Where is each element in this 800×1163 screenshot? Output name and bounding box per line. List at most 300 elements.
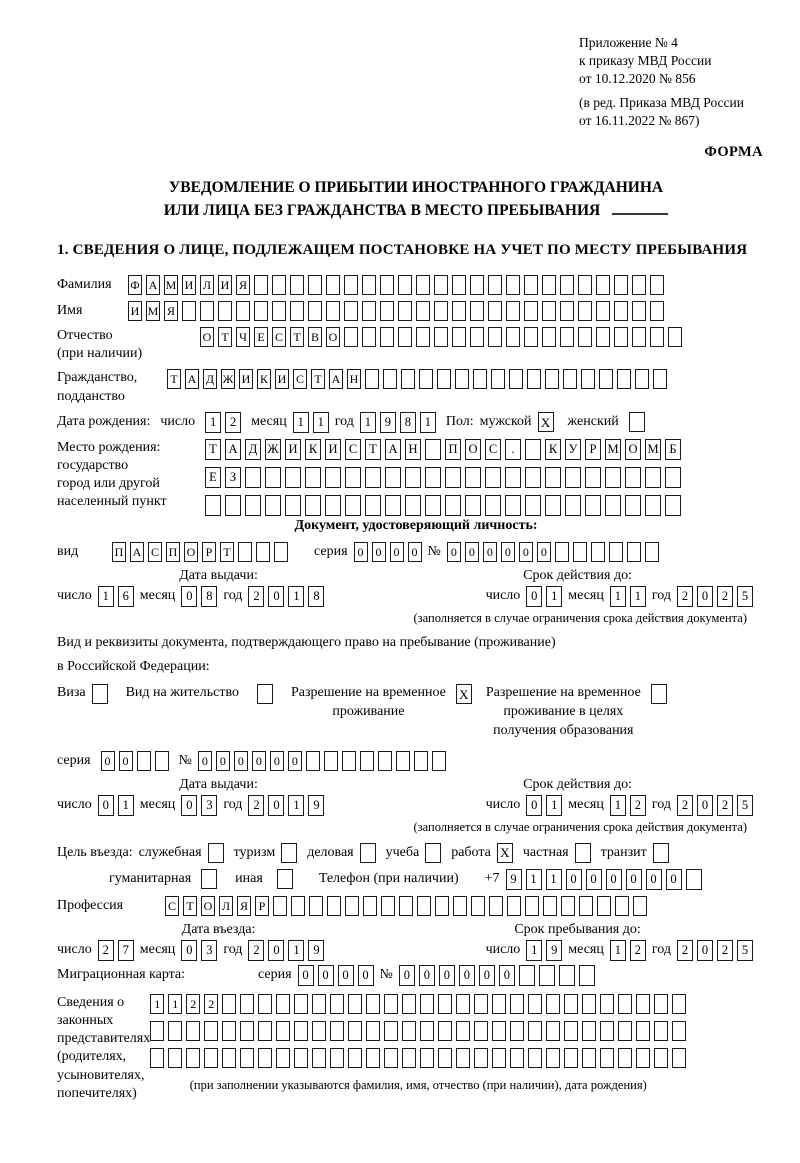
form-cell[interactable] (636, 1021, 650, 1041)
form-cell[interactable] (380, 275, 394, 295)
form-cell[interactable]: 0 (252, 751, 266, 771)
form-cell[interactable] (563, 369, 577, 389)
form-cell[interactable]: 1 (546, 795, 562, 816)
form-cell[interactable] (205, 495, 221, 516)
form-cell[interactable] (366, 1048, 380, 1068)
form-cell[interactable]: 0 (399, 965, 415, 986)
form-cell[interactable] (325, 467, 341, 488)
form-cell[interactable] (378, 751, 392, 771)
form-cell[interactable] (236, 301, 250, 321)
form-cell[interactable]: 7 (118, 940, 134, 961)
form-cell[interactable] (366, 994, 380, 1014)
res-issue-month-cells[interactable] (181, 795, 217, 816)
form-cell[interactable]: В (308, 327, 322, 347)
form-cell[interactable] (222, 1048, 236, 1068)
form-cell[interactable] (344, 301, 358, 321)
form-cell[interactable]: О (201, 896, 215, 916)
form-cell[interactable] (653, 369, 667, 389)
form-cell[interactable] (385, 495, 401, 516)
form-cell[interactable] (579, 896, 593, 916)
form-cell[interactable]: 0 (358, 965, 374, 986)
form-cell[interactable] (291, 896, 305, 916)
form-cell[interactable]: 9 (308, 940, 324, 961)
form-cell[interactable] (276, 1048, 290, 1068)
form-cell[interactable]: 1 (526, 869, 542, 890)
form-cell[interactable] (578, 275, 592, 295)
form-cell[interactable] (168, 1048, 182, 1068)
form-cell[interactable] (509, 369, 523, 389)
form-cell[interactable] (254, 275, 268, 295)
form-cell[interactable]: И (239, 369, 253, 389)
form-cell[interactable] (272, 275, 286, 295)
form-cell[interactable] (645, 467, 661, 488)
purpose-tourism-checkbox[interactable] (281, 843, 297, 863)
form-cell[interactable] (258, 994, 272, 1014)
form-cell[interactable] (564, 1048, 578, 1068)
form-cell[interactable] (348, 994, 362, 1014)
entry-month-cells[interactable] (181, 940, 217, 961)
form-cell[interactable]: 2 (717, 586, 733, 607)
form-cell[interactable] (474, 994, 488, 1014)
form-cell[interactable] (362, 301, 376, 321)
form-cell[interactable] (629, 412, 645, 432)
form-cell[interactable]: 1 (546, 869, 562, 890)
form-cell[interactable]: Р (585, 439, 601, 460)
form-cell[interactable]: 0 (181, 795, 197, 816)
form-cell[interactable] (473, 369, 487, 389)
form-cell[interactable] (438, 994, 452, 1014)
form-cell[interactable] (456, 1021, 470, 1041)
form-cell[interactable] (555, 542, 569, 562)
form-cell[interactable] (546, 994, 560, 1014)
form-cell[interactable] (561, 896, 575, 916)
form-cell[interactable] (488, 275, 502, 295)
form-cell[interactable] (525, 896, 539, 916)
form-cell[interactable] (294, 1048, 308, 1068)
form-cell[interactable] (542, 327, 556, 347)
form-cell[interactable] (258, 1021, 272, 1041)
form-cell[interactable]: И (182, 275, 196, 295)
form-cell[interactable]: 0 (439, 965, 455, 986)
form-cell[interactable]: И (218, 275, 232, 295)
form-cell[interactable] (245, 467, 261, 488)
form-cell[interactable]: Е (205, 467, 221, 488)
form-cell[interactable]: А (146, 275, 160, 295)
form-cell[interactable] (665, 495, 681, 516)
form-cell[interactable]: Л (219, 896, 233, 916)
form-cell[interactable]: 0 (98, 795, 114, 816)
form-cell[interactable] (560, 301, 574, 321)
form-cell[interactable] (668, 327, 682, 347)
form-cell[interactable]: Ж (265, 439, 281, 460)
form-cell[interactable]: 0 (586, 869, 602, 890)
form-cell[interactable]: 0 (501, 542, 515, 562)
form-cell[interactable] (434, 275, 448, 295)
form-cell[interactable] (505, 495, 521, 516)
form-cell[interactable]: 9 (506, 869, 522, 890)
form-cell[interactable]: 1 (610, 795, 626, 816)
form-cell[interactable] (581, 369, 595, 389)
form-cell[interactable] (92, 684, 108, 704)
form-cell[interactable] (615, 896, 629, 916)
form-cell[interactable] (452, 275, 466, 295)
form-cell[interactable] (326, 301, 340, 321)
form-cell[interactable] (474, 1021, 488, 1041)
form-cell[interactable] (599, 369, 613, 389)
form-cell[interactable] (492, 1021, 506, 1041)
form-cell[interactable] (672, 1021, 686, 1041)
birth-month-cells[interactable] (293, 412, 329, 433)
form-cell[interactable]: 0 (372, 542, 386, 562)
form-cell[interactable]: Л (200, 275, 214, 295)
form-cell[interactable] (265, 495, 281, 516)
id-valid-year-cells[interactable] (677, 586, 753, 607)
form-cell[interactable] (578, 301, 592, 321)
form-cell[interactable] (324, 751, 338, 771)
form-cell[interactable] (665, 467, 681, 488)
form-cell[interactable] (434, 301, 448, 321)
form-cell[interactable]: 0 (268, 795, 284, 816)
form-cell[interactable] (425, 439, 441, 460)
form-cell[interactable]: 0 (697, 795, 713, 816)
form-cell[interactable] (204, 1021, 218, 1041)
form-cell[interactable] (365, 495, 381, 516)
form-cell[interactable] (560, 275, 574, 295)
purpose-other-checkbox[interactable] (277, 869, 293, 889)
form-cell[interactable] (308, 275, 322, 295)
id-doc-number-cells[interactable] (447, 542, 659, 562)
form-cell[interactable]: 2 (204, 994, 218, 1014)
form-cell[interactable] (564, 1021, 578, 1041)
form-cell[interactable] (425, 843, 441, 863)
form-cell[interactable] (542, 301, 556, 321)
form-cell[interactable]: 0 (526, 795, 542, 816)
form-cell[interactable]: . (505, 439, 521, 460)
patronymic-cells[interactable] (200, 327, 682, 347)
form-cell[interactable] (582, 1021, 596, 1041)
form-cell[interactable] (274, 542, 288, 562)
form-cell[interactable] (546, 1048, 560, 1068)
form-cell[interactable] (225, 495, 241, 516)
form-cell[interactable] (330, 994, 344, 1014)
form-cell[interactable] (256, 542, 270, 562)
form-cell[interactable]: 1 (168, 994, 182, 1014)
form-cell[interactable]: Р (255, 896, 269, 916)
form-cell[interactable] (618, 1021, 632, 1041)
form-cell[interactable] (417, 896, 431, 916)
form-cell[interactable] (150, 1048, 164, 1068)
form-cell[interactable]: 0 (288, 751, 302, 771)
form-cell[interactable] (524, 275, 538, 295)
form-cell[interactable] (182, 301, 196, 321)
res-valid-year-cells[interactable] (677, 795, 753, 816)
form-cell[interactable] (465, 495, 481, 516)
form-cell[interactable]: А (225, 439, 241, 460)
form-cell[interactable] (470, 327, 484, 347)
form-cell[interactable] (491, 369, 505, 389)
guardians-row2-cells[interactable] (150, 1021, 686, 1041)
form-cell[interactable] (312, 994, 326, 1014)
form-cell[interactable] (325, 495, 341, 516)
form-cell[interactable]: Т (220, 542, 234, 562)
form-cell[interactable] (330, 1021, 344, 1041)
res-issue-year-cells[interactable] (248, 795, 324, 816)
form-cell[interactable]: 0 (101, 751, 115, 771)
form-cell[interactable] (452, 327, 466, 347)
form-cell[interactable]: А (185, 369, 199, 389)
form-cell[interactable] (614, 275, 628, 295)
form-cell[interactable] (222, 994, 236, 1014)
form-cell[interactable] (200, 301, 214, 321)
form-cell[interactable]: 8 (308, 586, 324, 607)
form-cell[interactable] (362, 275, 376, 295)
form-cell[interactable] (524, 327, 538, 347)
form-cell[interactable] (510, 1048, 524, 1068)
form-cell[interactable] (445, 467, 461, 488)
form-cell[interactable] (525, 495, 541, 516)
form-cell[interactable] (582, 1048, 596, 1068)
form-cell[interactable]: Я (237, 896, 251, 916)
form-cell[interactable] (281, 843, 297, 863)
birth-place-row2-cells[interactable] (205, 467, 681, 488)
form-cell[interactable] (360, 751, 374, 771)
form-cell[interactable] (398, 301, 412, 321)
form-cell[interactable] (273, 896, 287, 916)
form-cell[interactable]: Т (365, 439, 381, 460)
form-cell[interactable] (528, 1021, 542, 1041)
form-cell[interactable] (312, 1021, 326, 1041)
form-cell[interactable]: О (625, 439, 641, 460)
form-cell[interactable]: 0 (119, 751, 133, 771)
id-doc-series-cells[interactable] (354, 542, 422, 562)
form-cell[interactable] (365, 369, 379, 389)
form-cell[interactable] (617, 369, 631, 389)
form-cell[interactable]: 5 (737, 940, 753, 961)
form-cell[interactable]: Т (218, 327, 232, 347)
form-cell[interactable] (344, 327, 358, 347)
form-cell[interactable] (632, 275, 646, 295)
form-cell[interactable]: 0 (537, 542, 551, 562)
form-cell[interactable] (456, 1048, 470, 1068)
form-cell[interactable] (471, 896, 485, 916)
purpose-private-checkbox[interactable] (575, 843, 591, 863)
form-cell[interactable]: 1 (630, 586, 646, 607)
form-cell[interactable] (348, 1021, 362, 1041)
form-cell[interactable]: 0 (390, 542, 404, 562)
form-cell[interactable] (330, 1048, 344, 1068)
form-cell[interactable] (398, 275, 412, 295)
form-cell[interactable] (672, 994, 686, 1014)
form-cell[interactable] (488, 327, 502, 347)
form-cell[interactable]: 1 (288, 795, 304, 816)
form-cell[interactable] (155, 751, 169, 771)
form-cell[interactable] (579, 965, 595, 986)
form-cell[interactable] (420, 1048, 434, 1068)
form-cell[interactable]: 2 (225, 412, 241, 433)
form-cell[interactable]: 9 (308, 795, 324, 816)
stay-year-cells[interactable] (677, 940, 753, 961)
form-cell[interactable] (384, 1021, 398, 1041)
res-valid-month-cells[interactable] (610, 795, 646, 816)
migration-number-cells[interactable] (399, 965, 595, 986)
form-cell[interactable]: 0 (566, 869, 582, 890)
form-cell[interactable] (405, 495, 421, 516)
form-cell[interactable]: М (146, 301, 160, 321)
form-cell[interactable] (492, 994, 506, 1014)
form-cell[interactable] (362, 327, 376, 347)
form-cell[interactable]: 2 (186, 994, 200, 1014)
form-cell[interactable] (240, 994, 254, 1014)
form-cell[interactable] (542, 275, 556, 295)
form-cell[interactable]: 0 (483, 542, 497, 562)
form-cell[interactable] (245, 495, 261, 516)
form-cell[interactable] (609, 542, 623, 562)
form-cell[interactable] (276, 1021, 290, 1041)
birth-place-row1-cells[interactable] (205, 439, 681, 460)
form-cell[interactable] (635, 369, 649, 389)
form-cell[interactable]: 0 (354, 542, 368, 562)
form-cell[interactable] (485, 467, 501, 488)
form-cell[interactable]: 1 (360, 412, 376, 433)
form-cell[interactable] (445, 495, 461, 516)
form-cell[interactable] (240, 1048, 254, 1068)
form-cell[interactable] (305, 495, 321, 516)
form-cell[interactable] (633, 896, 647, 916)
form-cell[interactable]: 0 (697, 586, 713, 607)
form-cell[interactable]: 3 (201, 940, 217, 961)
form-cell[interactable] (506, 275, 520, 295)
form-cell[interactable]: 0 (268, 940, 284, 961)
form-cell[interactable] (312, 1048, 326, 1068)
form-cell[interactable]: Т (167, 369, 181, 389)
form-cell[interactable] (414, 751, 428, 771)
id-valid-day-cells[interactable] (526, 586, 562, 607)
form-cell[interactable] (438, 1048, 452, 1068)
form-cell[interactable] (306, 751, 320, 771)
form-cell[interactable] (654, 1021, 668, 1041)
id-valid-month-cells[interactable] (610, 586, 646, 607)
form-cell[interactable]: 2 (630, 795, 646, 816)
form-cell[interactable]: 0 (181, 586, 197, 607)
form-cell[interactable]: С (293, 369, 307, 389)
form-cell[interactable] (381, 896, 395, 916)
residence-permit-checkbox[interactable] (257, 684, 273, 704)
form-cell[interactable] (276, 994, 290, 1014)
form-cell[interactable]: X (497, 843, 513, 863)
form-cell[interactable]: М (164, 275, 178, 295)
form-cell[interactable] (488, 301, 502, 321)
form-cell[interactable]: П (112, 542, 126, 562)
form-cell[interactable] (438, 1021, 452, 1041)
form-cell[interactable]: X (456, 684, 472, 704)
form-cell[interactable] (405, 467, 421, 488)
form-cell[interactable]: 1 (546, 586, 562, 607)
form-cell[interactable] (254, 301, 268, 321)
form-cell[interactable]: 2 (677, 586, 693, 607)
form-cell[interactable] (238, 542, 252, 562)
form-cell[interactable]: 2 (630, 940, 646, 961)
form-cell[interactable] (565, 467, 581, 488)
form-cell[interactable]: 1 (150, 994, 164, 1014)
form-cell[interactable]: Я (164, 301, 178, 321)
purpose-business-checkbox[interactable] (360, 843, 376, 863)
form-cell[interactable] (596, 275, 610, 295)
form-cell[interactable] (402, 1048, 416, 1068)
form-cell[interactable]: Ч (236, 327, 250, 347)
form-cell[interactable] (519, 965, 535, 986)
res-valid-day-cells[interactable] (526, 795, 562, 816)
form-cell[interactable]: 1 (98, 586, 114, 607)
purpose-humanitarian-checkbox[interactable] (201, 869, 217, 889)
form-cell[interactable] (294, 1021, 308, 1041)
form-cell[interactable]: 0 (318, 965, 334, 986)
form-cell[interactable]: 0 (526, 586, 542, 607)
entry-day-cells[interactable] (98, 940, 134, 961)
form-cell[interactable] (559, 965, 575, 986)
form-cell[interactable] (618, 994, 632, 1014)
form-cell[interactable] (452, 301, 466, 321)
form-cell[interactable]: 1 (205, 412, 221, 433)
purpose-official-checkbox[interactable] (208, 843, 224, 863)
form-cell[interactable]: 0 (519, 542, 533, 562)
form-cell[interactable]: 2 (98, 940, 114, 961)
form-cell[interactable] (285, 495, 301, 516)
form-cell[interactable] (507, 896, 521, 916)
form-cell[interactable] (168, 1021, 182, 1041)
form-cell[interactable] (528, 1048, 542, 1068)
form-cell[interactable] (363, 896, 377, 916)
form-cell[interactable]: М (645, 439, 661, 460)
form-cell[interactable]: 5 (737, 586, 753, 607)
form-cell[interactable] (650, 327, 664, 347)
form-cell[interactable]: 0 (447, 542, 461, 562)
form-cell[interactable]: 0 (234, 751, 248, 771)
citizenship-cells[interactable] (167, 369, 667, 389)
form-cell[interactable] (545, 495, 561, 516)
profession-cells[interactable] (165, 896, 647, 916)
form-cell[interactable] (380, 327, 394, 347)
form-cell[interactable]: 9 (546, 940, 562, 961)
form-cell[interactable] (399, 896, 413, 916)
form-cell[interactable] (575, 843, 591, 863)
form-cell[interactable]: 0 (479, 965, 495, 986)
form-cell[interactable]: X (538, 412, 554, 432)
form-cell[interactable] (257, 684, 273, 704)
form-cell[interactable] (398, 327, 412, 347)
form-cell[interactable]: С (148, 542, 162, 562)
res-series-cells[interactable] (101, 751, 169, 771)
form-cell[interactable] (402, 1021, 416, 1041)
res-issue-day-cells[interactable] (98, 795, 134, 816)
form-cell[interactable] (309, 896, 323, 916)
form-cell[interactable]: 1 (288, 586, 304, 607)
form-cell[interactable] (456, 994, 470, 1014)
birth-day-cells[interactable] (205, 412, 241, 433)
phone-cells[interactable] (506, 869, 702, 890)
form-cell[interactable]: 0 (499, 965, 515, 986)
form-cell[interactable]: 0 (198, 751, 212, 771)
form-cell[interactable] (505, 467, 521, 488)
form-cell[interactable] (492, 1048, 506, 1068)
form-cell[interactable] (186, 1021, 200, 1041)
form-cell[interactable]: У (565, 439, 581, 460)
form-cell[interactable]: 0 (270, 751, 284, 771)
form-cell[interactable] (489, 896, 503, 916)
form-cell[interactable] (272, 301, 286, 321)
form-cell[interactable] (597, 896, 611, 916)
guardians-row1-cells[interactable] (150, 994, 686, 1014)
form-cell[interactable]: Т (205, 439, 221, 460)
